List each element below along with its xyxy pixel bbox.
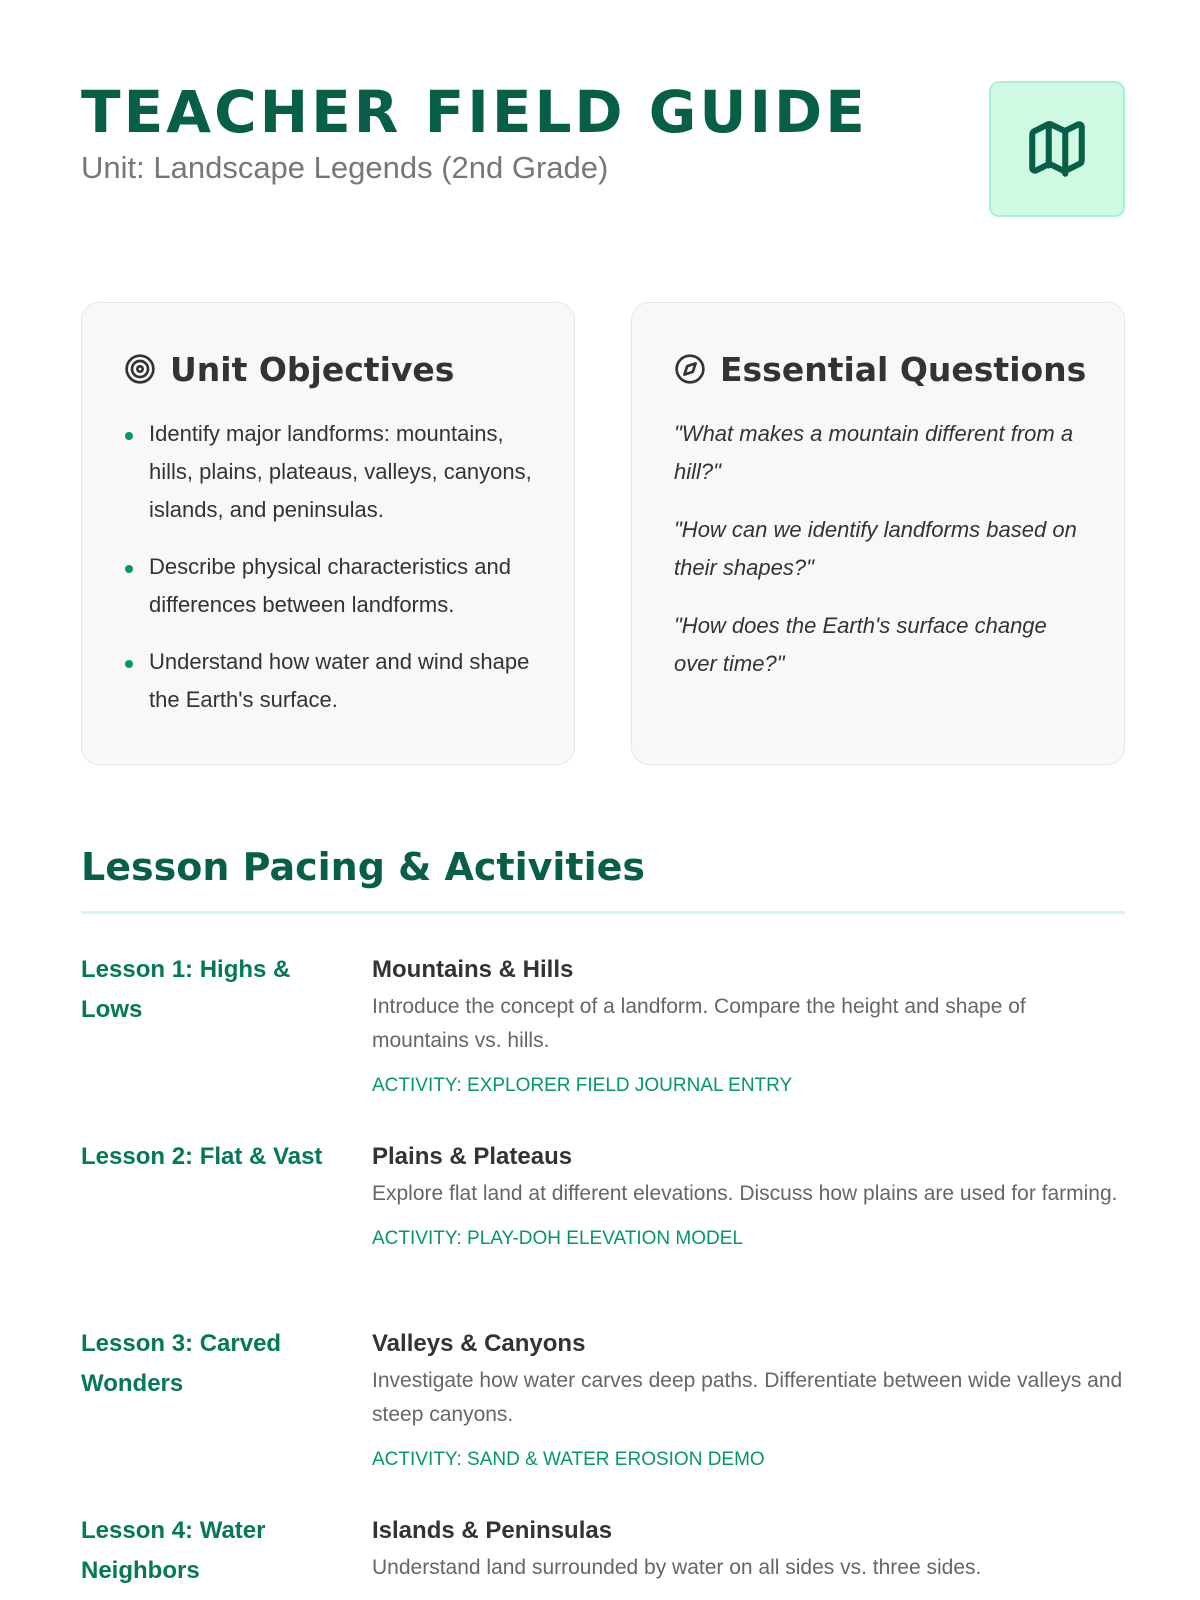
target-icon bbox=[124, 353, 156, 385]
essential-question: "How does the Earth's surface change over time?" bbox=[674, 613, 1047, 676]
lesson-heading: Plains & Plateaus bbox=[372, 1143, 573, 1170]
lesson-content bbox=[372, 1324, 1125, 1474]
lesson-activity: ACTIVITY: SAND & WATER EROSION DEMO bbox=[372, 1449, 765, 1470]
lesson-pacing-title: Lesson Pacing & Activities bbox=[81, 845, 645, 889]
lesson-description: Understand land surrounded by water on all sides vs. three sides. bbox=[372, 1556, 982, 1579]
unit-subtitle: Unit: Landscape Legends (2nd Grade) bbox=[81, 150, 609, 185]
unit-objectives-title: Unit Objectives bbox=[170, 349, 455, 389]
lesson-label: Lesson 3: Carved Wonders bbox=[81, 1330, 282, 1397]
section-divider bbox=[81, 911, 1125, 914]
unit-objectives-card bbox=[81, 302, 575, 765]
lesson-content bbox=[372, 1137, 1125, 1253]
essential-question: "What makes a mountain different from a hill?" bbox=[674, 421, 1074, 484]
lesson-description: Introduce the concept of a landform. Compare the height and shape of mountains vs. hills. bbox=[372, 995, 1026, 1052]
teacher-field-guide-page bbox=[81, 0, 1125, 1584]
objective-item: Understand how water and wind shape the Earth's surface. bbox=[124, 643, 534, 719]
overview-cards bbox=[81, 302, 1125, 765]
compass-icon bbox=[674, 353, 706, 385]
map-icon bbox=[1022, 116, 1092, 182]
page-header bbox=[81, 0, 1125, 300]
essential-question: "How can we identify landforms based on their shapes?" bbox=[674, 517, 1077, 580]
objective-item: Identify major landforms: mountains, hills, plains, plateaus, valleys, canyons, islands, and peninsulas. bbox=[124, 415, 534, 529]
unit-objectives-header bbox=[124, 347, 534, 391]
objectives-list bbox=[124, 415, 534, 719]
lesson-label: Lesson 4: Water Neighbors bbox=[81, 1517, 266, 1584]
page-title: TEACHER FIELD GUIDE bbox=[81, 78, 868, 146]
objective-item: Describe physical characteristics and differences between landforms. bbox=[124, 548, 534, 624]
lesson-content bbox=[372, 950, 1125, 1100]
lesson-heading: Mountains & Hills bbox=[372, 956, 574, 983]
lesson-heading: Islands & Peninsulas bbox=[372, 1517, 613, 1544]
lesson-activity: ACTIVITY: EXPLORER FIELD JOURNAL ENTRY bbox=[372, 1075, 793, 1096]
lesson-heading: Valleys & Canyons bbox=[372, 1330, 586, 1357]
essential-questions-header bbox=[674, 347, 1087, 391]
lesson-description: Investigate how water carves deep paths. Differentiate between wide valleys and steep canyons. bbox=[372, 1369, 1123, 1426]
lesson-label: Lesson 1: Highs & Lows bbox=[81, 956, 291, 1023]
essential-questions-card bbox=[631, 302, 1125, 765]
lesson-activity: ACTIVITY: PLAY-DOH ELEVATION MODEL bbox=[372, 1228, 743, 1249]
lesson-content bbox=[372, 1511, 1125, 1585]
essential-questions-title: Essential Questions bbox=[720, 349, 1087, 389]
map-badge bbox=[989, 81, 1125, 217]
lesson-label: Lesson 2: Flat & Vast bbox=[81, 1143, 323, 1170]
lesson-description: Explore flat land at different elevations. Discuss how plains are used for farming. bbox=[372, 1182, 1118, 1205]
